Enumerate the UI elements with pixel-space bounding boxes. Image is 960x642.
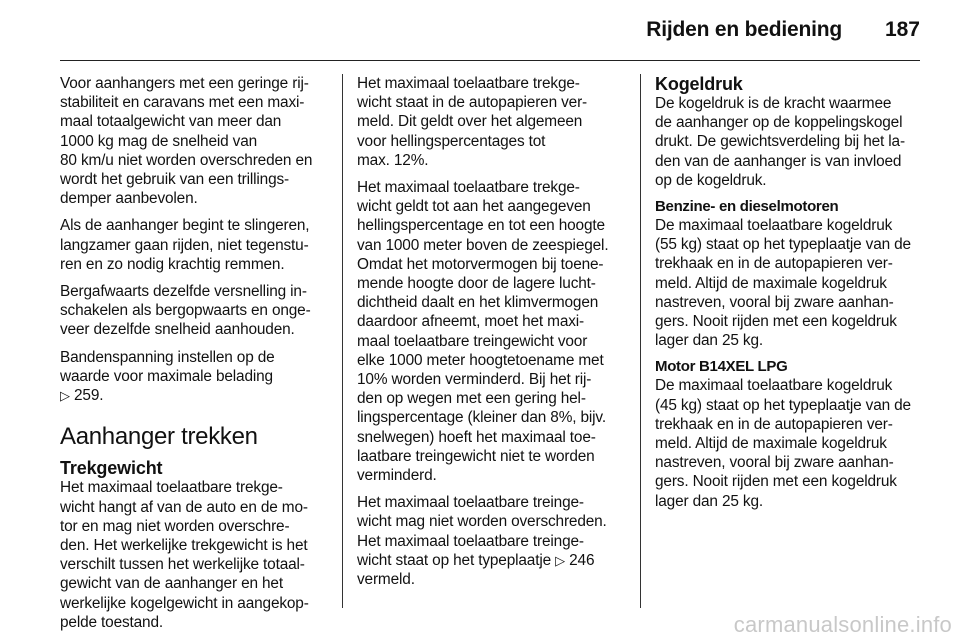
text-line: van 1000 meter boven de zeespiegel. (357, 236, 609, 254)
text-line: Het maximaal toelaatbare trekge- (357, 75, 580, 92)
text-line: meld. Altijd de maximale kogeldruk (655, 274, 887, 292)
text-line: wicht mag niet worden overschreden. (357, 513, 607, 531)
column-divider-2 (640, 74, 641, 608)
text-line: wordt het gebruik van een trillings- (60, 171, 289, 189)
text-line: trekhaak en in de autopapieren ver- (655, 415, 893, 433)
paragraph (357, 493, 629, 589)
text-line: elke 1000 meter hoogtetoename met (357, 351, 604, 369)
page-number: 187 (884, 18, 920, 41)
page-header (60, 18, 920, 50)
text-line: hellingspercentage en tot een hoogte (357, 217, 605, 235)
reference-line (60, 386, 330, 405)
page-reference[interactable]: 246 (569, 551, 595, 569)
paragraph (60, 216, 330, 274)
text-line: trekhaak en in de autopapieren ver- (655, 255, 893, 273)
text-line: den van de aanhanger is van invloed (655, 152, 902, 170)
text-line: drukt. De gewichtsverdeling bij het la- (655, 133, 905, 151)
text-line: lager dan 25 kg. (655, 332, 763, 350)
text-line: wicht geldt tot aan het aangegeven (357, 198, 591, 216)
text-line: ren en zo nodig krachtig remmen. (60, 255, 285, 273)
paragraph (60, 478, 330, 632)
paragraph (357, 74, 629, 170)
arrow-ref-icon: ▷ (60, 388, 70, 404)
header-divider (60, 60, 920, 61)
text-line: voor hellingspercentages tot (357, 132, 546, 150)
column-1 (60, 74, 330, 640)
text-line: laatbare treingewicht niet te worden (357, 447, 595, 465)
text-line: daardoor afneemt, moet het maxi- (357, 313, 585, 331)
subsection-heading: Trekgewicht (60, 458, 163, 479)
text-line: Bergafwaarts dezelfde versnelling in- (60, 283, 307, 301)
column-divider-1 (342, 74, 343, 608)
page-reference[interactable]: 259. (74, 387, 104, 405)
text-line: stabiliteit en caravans met een maxi- (60, 94, 305, 112)
text-line: de aanhanger op de koppelingskogel (655, 114, 903, 132)
text-line: dichtheid daalt en het klimvermogen (357, 294, 599, 312)
text-line: Het maximaal toelaatbare trekge- (60, 479, 283, 497)
text-line: (55 kg) staat op het typeplaatje van de (655, 236, 911, 254)
paragraph (655, 216, 930, 350)
text-line: wicht hangt af van de auto en de mo- (60, 498, 308, 516)
text-line: den op wegen met een gering hel- (357, 390, 586, 408)
text-line: waarde voor maximale belading (60, 367, 273, 385)
text-line: veer dezelfde snelheid aanhouden. (60, 321, 295, 339)
minor-heading: Benzine- en dieselmotoren (655, 198, 839, 216)
text-line: De maximaal toelaatbare kogeldruk (655, 217, 893, 235)
text-line: pelde toestand. (60, 613, 164, 631)
text-line: meld. Dit geldt over het algemeen (357, 113, 583, 131)
text-line: den. Het werkelijke trekgewicht is het (60, 537, 308, 555)
text-line: max. 12%. (357, 151, 429, 169)
paragraph (655, 94, 930, 190)
text-line: verminderd. (357, 467, 437, 485)
text-line: lingspercentage (kleiner dan 8%, bijv. (357, 409, 606, 427)
watermark: carmanualsonline.info (733, 612, 952, 637)
text-line: Bandenspanning instellen op de (60, 348, 275, 366)
text-line: schakelen als bergopwaarts en onge- (60, 302, 311, 320)
subsection-heading: Kogeldruk (655, 74, 743, 94)
text-line: nastreven, vooral bij zware aanhan- (655, 293, 894, 311)
paragraph (655, 376, 930, 510)
text-line: tor en mag niet worden overschre- (60, 517, 290, 535)
text-line: 1000 kg mag de snelheid van (60, 132, 258, 150)
arrow-ref-icon: ▷ (555, 552, 565, 568)
text-line: Het maximaal toelaatbare trekge- (357, 179, 580, 197)
column-3 (655, 74, 930, 519)
text-line: gewicht van de aanhanger en het (60, 575, 283, 593)
text-line: wicht staat in de autopapieren ver- (357, 94, 588, 112)
text-line: langzamer gaan rijden, niet tegenstu- (60, 236, 309, 254)
text-line: maal totaalgewicht van meer dan (60, 113, 282, 131)
paragraph (357, 178, 629, 485)
text-line: Omdat het motorvermogen bij toene- (357, 255, 604, 273)
text-line: Als de aanhanger begint te slingeren, (60, 217, 310, 235)
paragraph (60, 348, 330, 406)
text-line: werkelijke kogelgewicht in aangekop- (60, 594, 309, 612)
text-line: Het maximaal toelaatbare treinge- (357, 494, 584, 512)
text-line: De kogeldruk is de kracht waarmee (655, 95, 892, 112)
text-line: 10% worden verminderd. Bij het rij- (357, 371, 592, 389)
text-line: lager dan 25 kg. (655, 492, 763, 510)
text-line: Het maximaal toelaatbare treinge- (357, 532, 584, 550)
paragraph-lines (60, 348, 330, 386)
text-line: maal toelaatbare treingewicht voor (357, 332, 588, 350)
text-line: verschilt tussen het werkelijke totaal- (60, 556, 305, 574)
line-text: vermeld. (357, 571, 415, 589)
text-line: 80 km/u niet worden overschreden en (60, 151, 313, 169)
text-line: De maximaal toelaatbare kogeldruk (655, 377, 893, 395)
text-line: nastreven, vooral bij zware aanhan- (655, 454, 894, 472)
section-heading: Aanhanger trekken (60, 423, 258, 451)
paragraph-lines (357, 493, 629, 551)
paragraph (60, 74, 330, 208)
paragraph (60, 282, 330, 340)
reference-line (357, 551, 629, 570)
text-line: gers. Nooit rijden met een kogeldruk (655, 473, 897, 491)
text-line: op de kogeldruk. (655, 171, 767, 189)
minor-heading: Motor B14XEL LPG (655, 358, 788, 376)
text-line: mende hoogte door de lagere lucht- (357, 275, 596, 293)
text-line: demper aanbevolen. (60, 190, 198, 208)
text-line: meld. Altijd de maximale kogeldruk (655, 435, 887, 453)
text-line: snelwegen) hoeft het maximaal toe- (357, 428, 596, 446)
text-line: (45 kg) staat op het typeplaatje van de (655, 396, 911, 414)
line-text: wicht staat op het typeplaatje (357, 551, 551, 569)
text-line: gers. Nooit rijden met een kogeldruk (655, 313, 897, 331)
text-line: Voor aanhangers met een geringe rij- (60, 75, 309, 92)
column-2 (357, 74, 629, 597)
header-title: Rijden en bediening (646, 18, 842, 41)
